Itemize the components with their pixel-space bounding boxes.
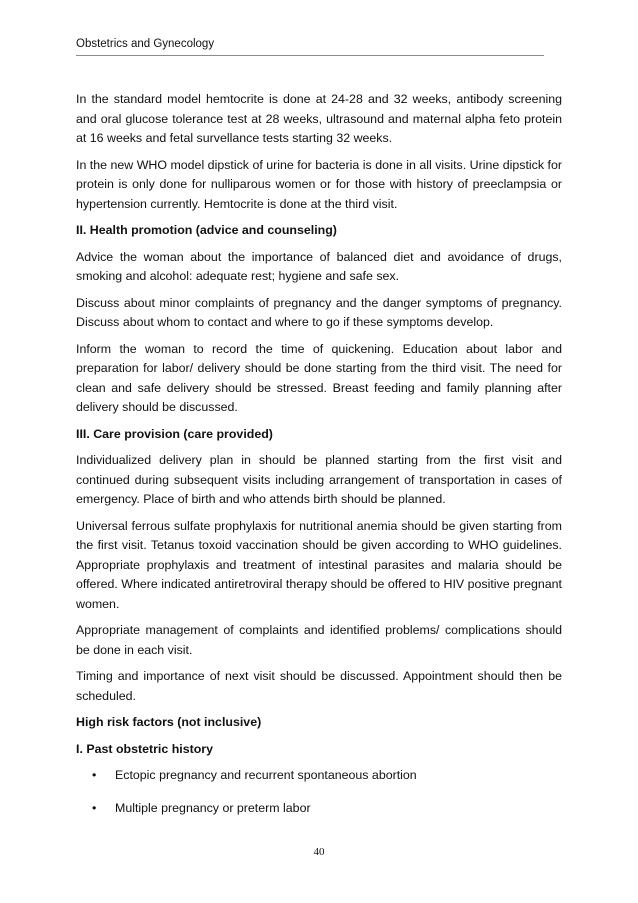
paragraph-diet-advice: Advice the woman about the importance of balanced diet and avoidance of drugs, smoking and alcohol: adequate rest; hygiene and safe sex. (76, 249, 562, 283)
bullet-icon: • (92, 800, 97, 815)
list-item (76, 766, 562, 786)
header-title: Obstetrics and Gynecology (76, 38, 215, 50)
paragraph-next-visit: Timing and importance of next visit should be discussed. Appointment should then be scheduled. (76, 669, 562, 703)
paragraph-quickening: Inform the woman to record the time of quickening. Education about labor and preparation for labor/ delivery should be done starting from the third visit. The need for clean and safe delivery should be stressed. Breast feeding and family planning after delivery should be discussed. (76, 341, 562, 414)
paragraph-who-model: In the new WHO model dipstick of urine for bacteria is done in all visits. Urine dipstick for protein is only done for nulliparous women or for those with history of preeclampsia or hypertension currently. Hemtocrite is done at the third visit. (76, 157, 562, 211)
document-body (76, 90, 562, 831)
list-item-text: Multiple pregnancy or preterm labor (115, 800, 311, 815)
list-item (76, 799, 562, 819)
section-heading-health-promotion: II. Health promotion (advice and counseling) (76, 223, 337, 237)
paragraph-management: Appropriate management of complaints and identified problems/ complications should be done in each visit. (76, 623, 562, 657)
paragraph-prophylaxis: Universal ferrous sulfate prophylaxis for nutritional anemia should be given starting from the first visit. Tetanus toxoid vaccination should be given according to WHO guidelines. Appropriate prophylaxis and treatment of intestinal parasites and malaria should be offered. Where indicated antiretroviral therapy should be offered to HIV positive pregnant women. (76, 518, 562, 611)
page-header (76, 37, 544, 56)
subheading-past-obstetric-history: I. Past obstetric history (76, 741, 214, 756)
section-heading-care-provision: III. Care provision (care provided) (76, 426, 273, 441)
section-heading-high-risk: High risk factors (not inclusive) (76, 715, 262, 729)
paragraph-standard-model: In the standard model hemtocrite is done at 24-28 and 32 weeks, antibody screening and oral glucose tolerance test at 28 weeks, ultrasound and maternal alpha feto protein at 16 weeks and fetal survellance tests starting 32 weeks. (76, 92, 562, 145)
list-item-text: Ectopic pregnancy and recurrent spontaneous abortion (115, 768, 417, 782)
paragraph-minor-complaints: Discuss about minor complaints of pregnancy and the danger symptoms of pregnancy. Discuss about whom to contact and where to go if these symptoms develop. (76, 295, 562, 329)
risk-factor-list (76, 766, 562, 818)
page-number: 40 (313, 846, 325, 858)
paragraph-delivery-plan: Individualized delivery plan in should be planned starting from the first visit and continued during subsequent visits including arrangement of transportation in cases of emergency. Place of birth and who attends birth should be planned. (76, 453, 562, 506)
bullet-icon: • (92, 768, 97, 782)
